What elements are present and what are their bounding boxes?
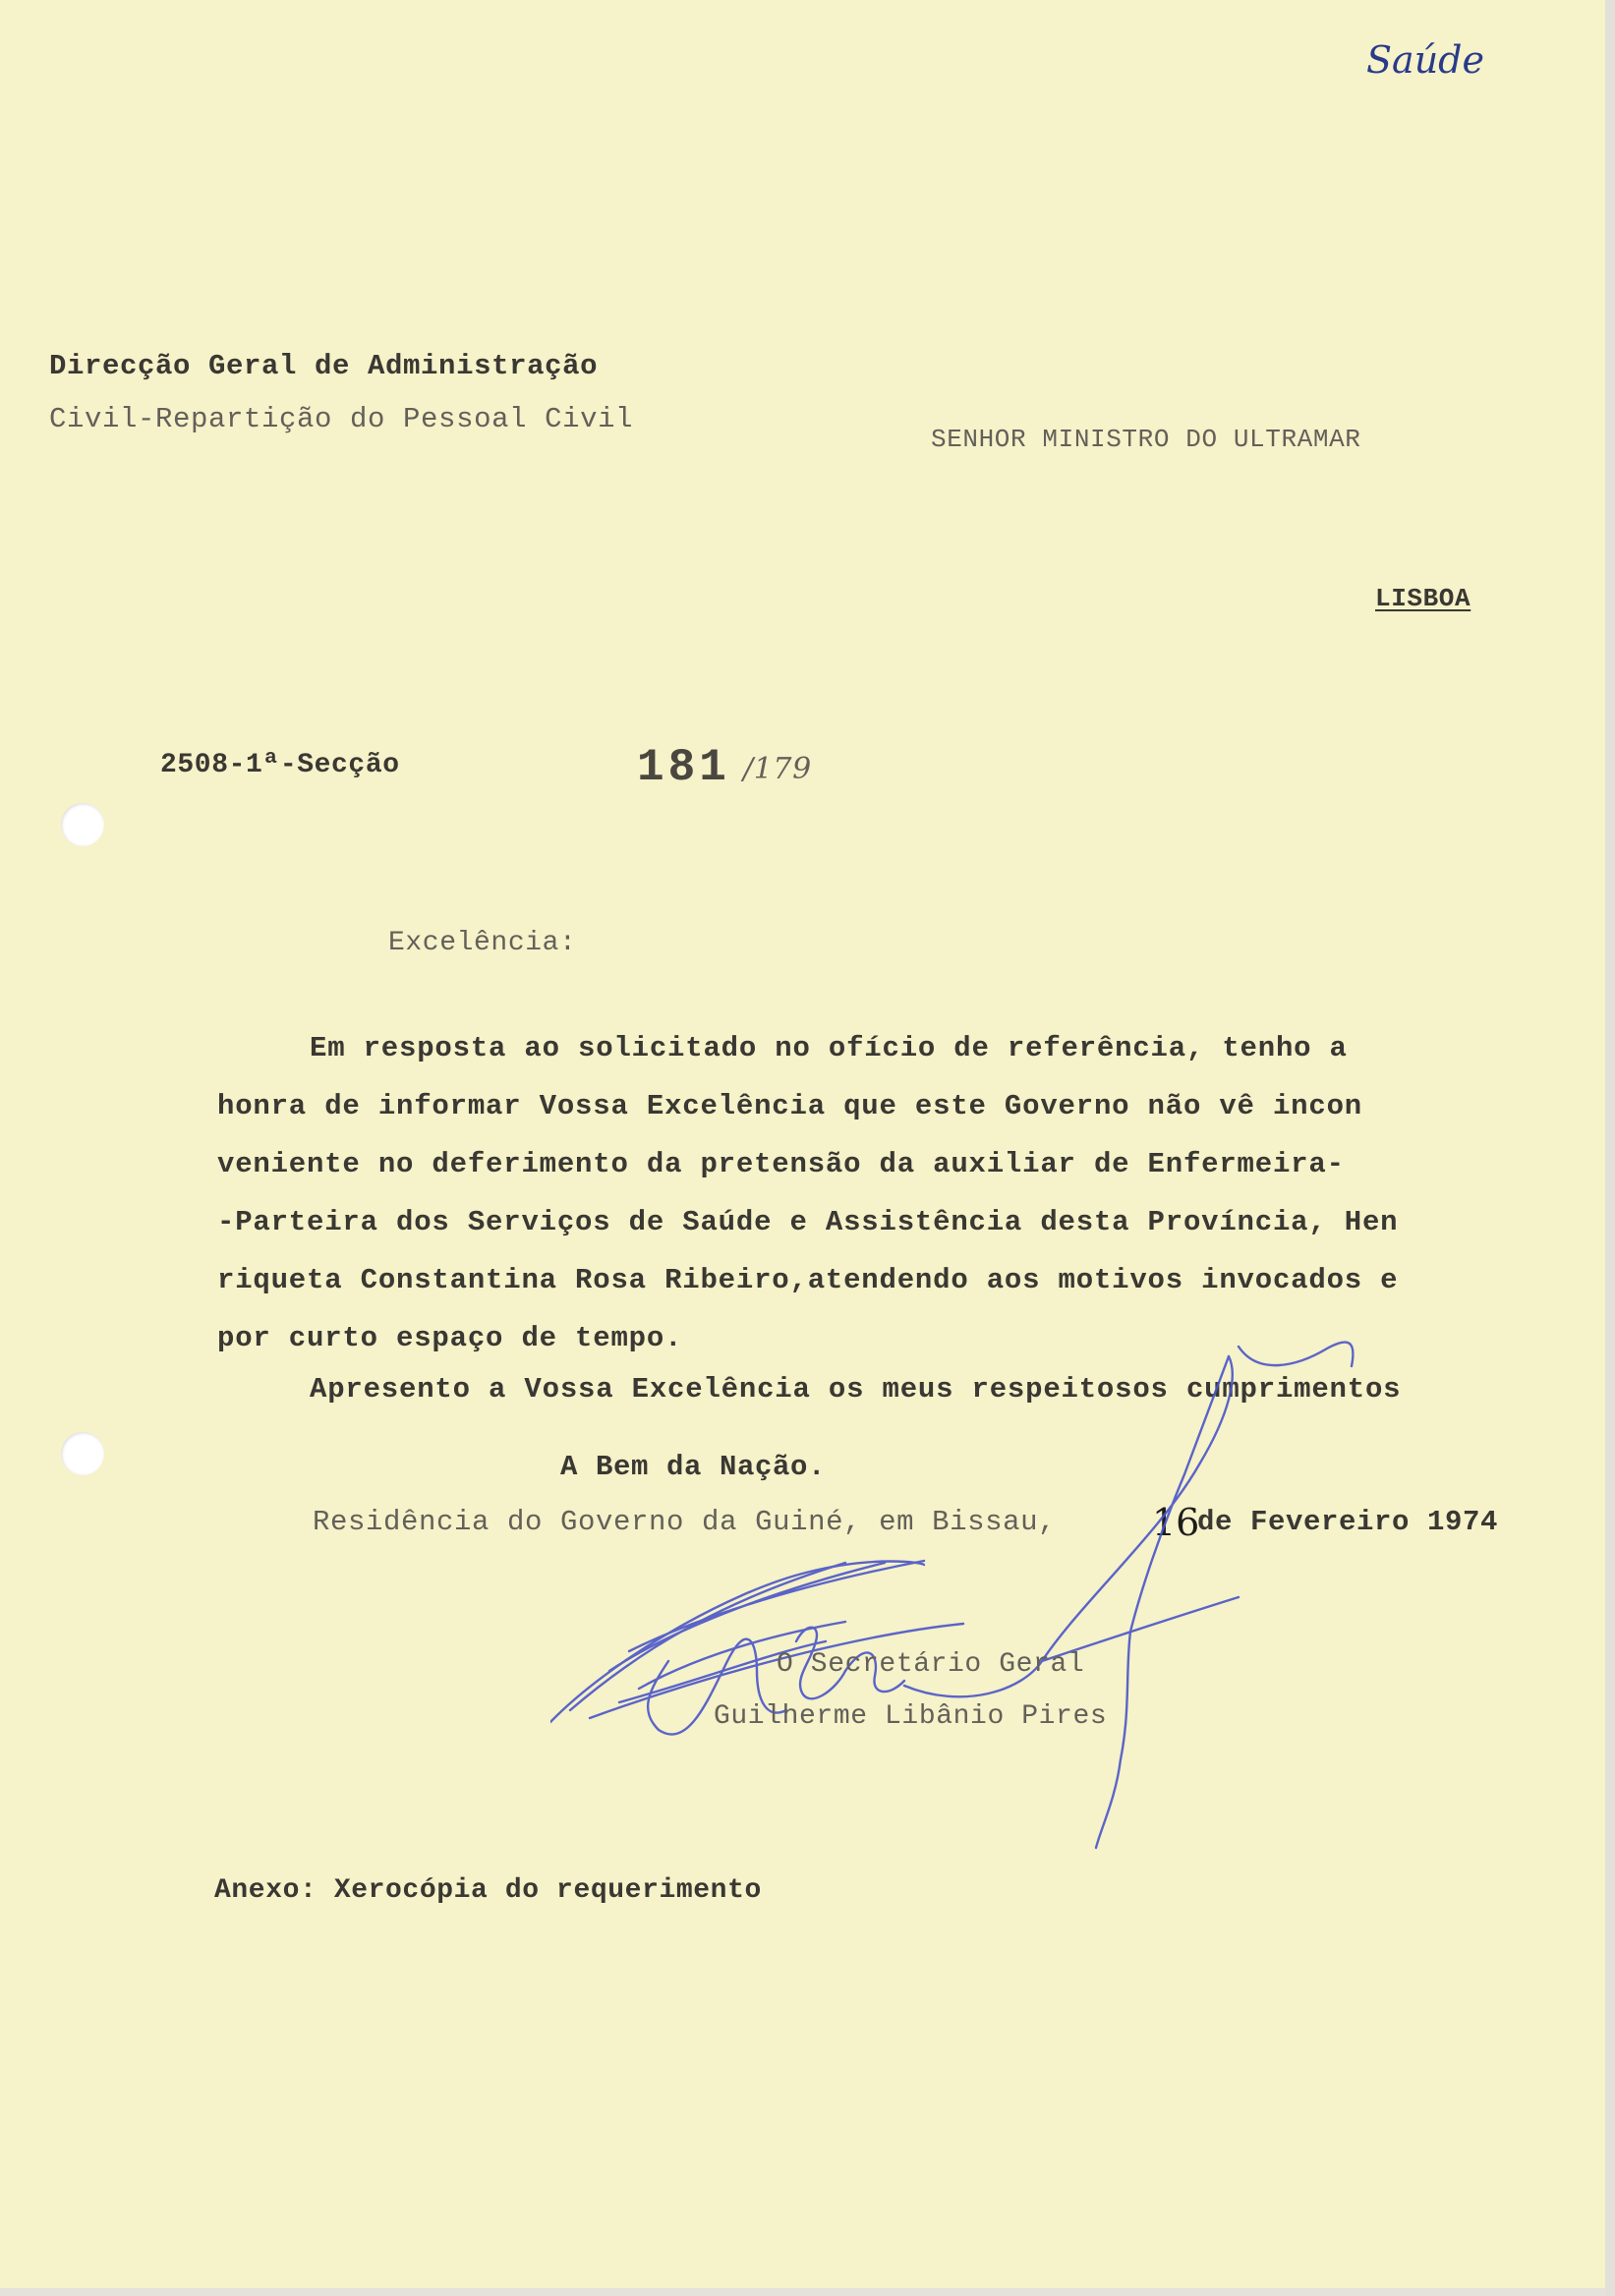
- reference-code: 2508-1ª-Secção: [160, 750, 400, 780]
- place-date-prefix: Residência do Governo da Guiné, em Bissau,: [313, 1506, 1057, 1538]
- department-line-1: Direcção Geral de Administração: [49, 350, 599, 382]
- reference-number: 181: [637, 742, 730, 793]
- addressee: SENHOR MINISTRO DO ULTRAMAR: [931, 425, 1361, 454]
- signature-scribble: [550, 1337, 1415, 1867]
- body-line: honra de informar Vossa Excelência que este Governo não vê incon: [217, 1090, 1362, 1122]
- closing-line: Apresento a Vossa Excelência os meus respeitosos cumprimentos: [310, 1373, 1402, 1406]
- handwritten-annotation: Saúde: [1366, 38, 1484, 82]
- salutation: Excelência:: [388, 928, 577, 958]
- punch-hole-bottom: [61, 1432, 104, 1475]
- addressee-city: LISBOA: [1375, 584, 1471, 613]
- reference-suffix: /179: [743, 752, 812, 786]
- body-line: -Parteira dos Serviços de Saúde e Assistência desta Província, Hen: [217, 1206, 1399, 1238]
- punch-hole-top: [61, 803, 104, 846]
- attachment-note: Anexo: Xerocópia do requerimento: [214, 1875, 762, 1906]
- body-line: Em resposta ao solicitado no ofício de referência, tenho a: [310, 1032, 1348, 1064]
- body-line: por curto espaço de tempo.: [217, 1322, 683, 1354]
- signatory-name: Guilherme Libânio Pires: [714, 1701, 1108, 1732]
- department-line-2: Civil-Repartição do Pessoal Civil: [49, 403, 634, 435]
- handwritten-day: 16: [1152, 1501, 1200, 1544]
- body-line: veniente no deferimento da pretensão da auxiliar de Enfermeira-: [217, 1148, 1345, 1180]
- signatory-title: O Secretário Geral: [777, 1649, 1085, 1680]
- body-line: riqueta Constantina Rosa Ribeiro,atendendo aos motivos invocados e: [217, 1264, 1399, 1296]
- motto: A Bem da Nação.: [560, 1451, 827, 1483]
- place-date-suffix: de Fevereiro 1974: [1197, 1506, 1499, 1538]
